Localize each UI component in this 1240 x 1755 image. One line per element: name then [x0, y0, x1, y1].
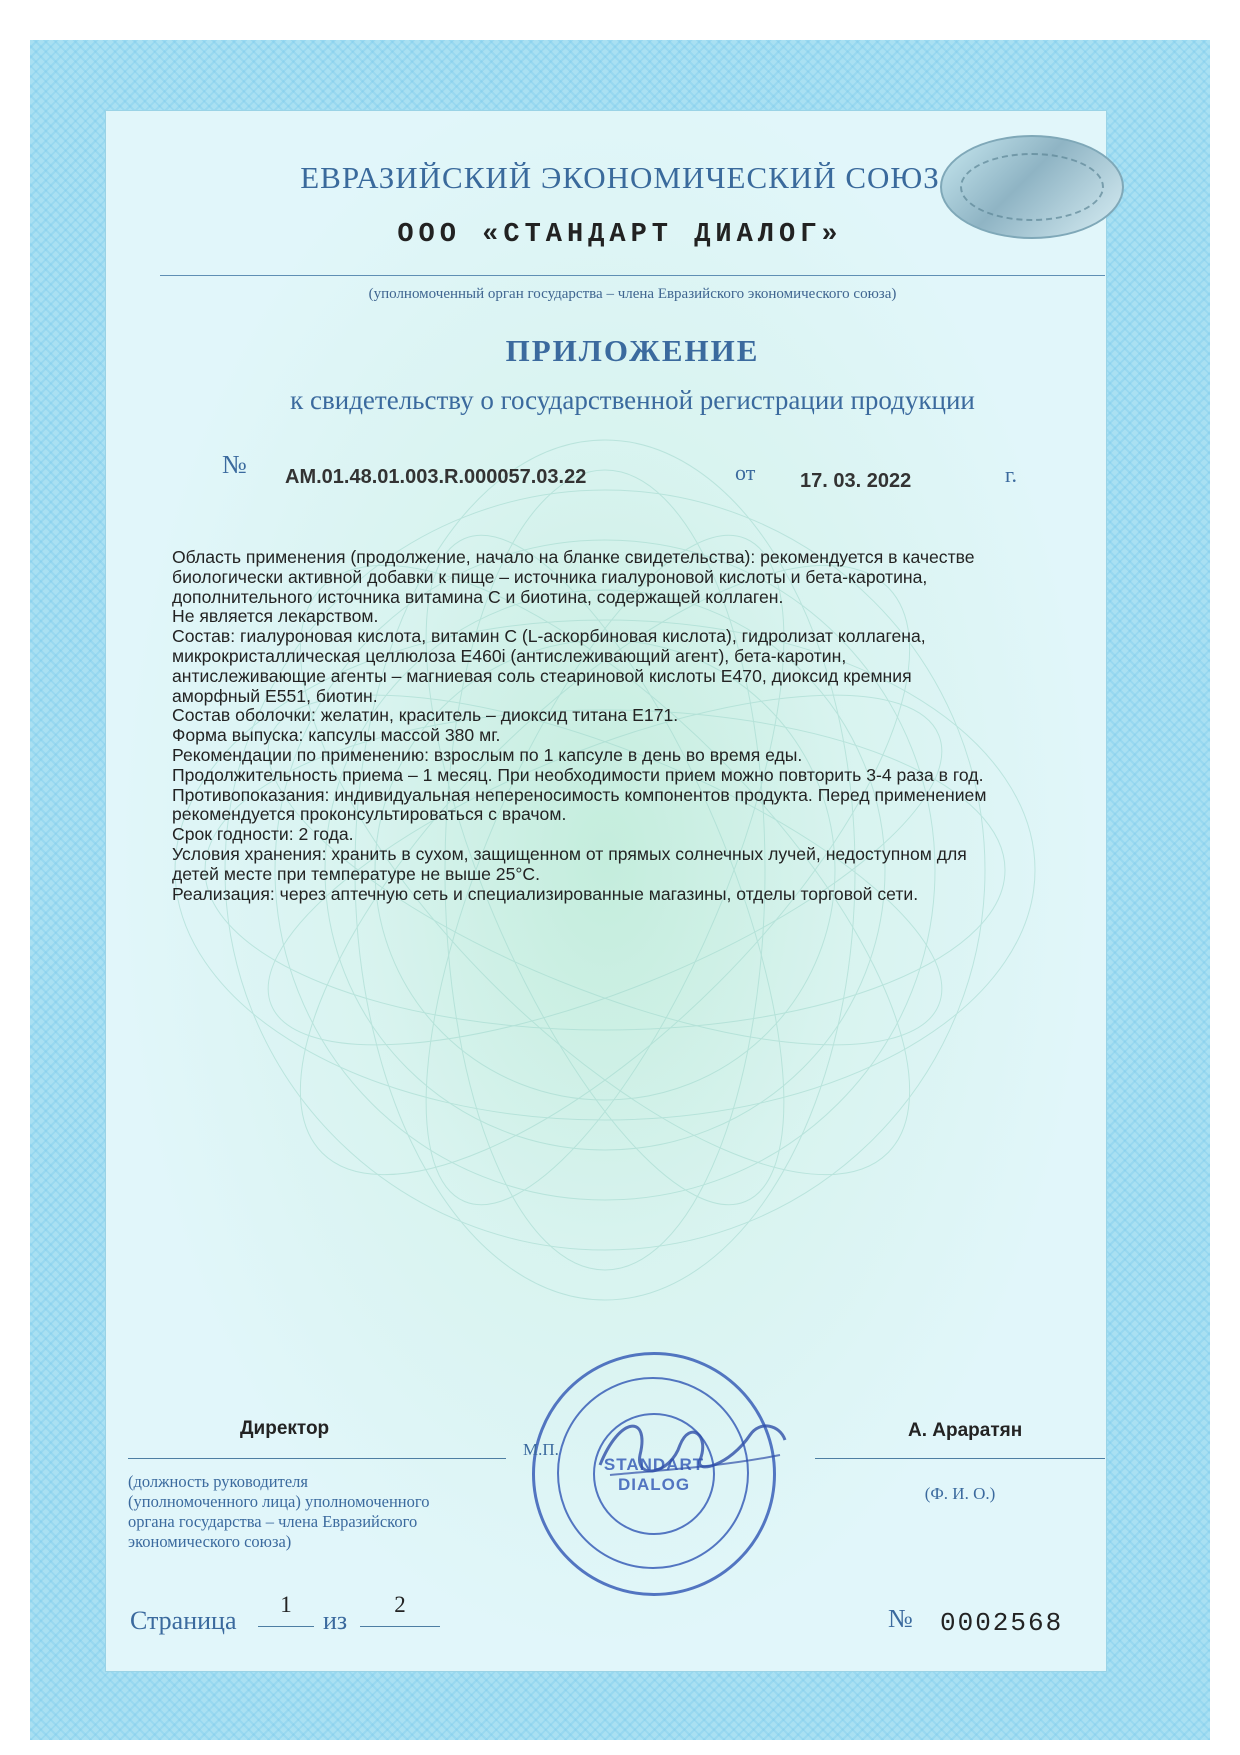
- current-page: 1: [280, 1592, 292, 1617]
- text-line: антислеживающие агенты – магниевая соль стеариновой кислоты Е470, диоксид кремния: [172, 665, 912, 686]
- text-line: Рекомендации по применению: взрослым по 1 капсуле в день во время еды.: [172, 744, 803, 765]
- text-line: Продолжительность приема – 1 месяц. При необходимости прием можно повторить 3-4 раза в год.: [172, 764, 984, 785]
- director-name: А. Араратян: [908, 1420, 1023, 1441]
- page-line: [360, 1626, 440, 1627]
- caption-line: экономического союза): [128, 1532, 292, 1551]
- year-suffix: г.: [1005, 462, 1018, 487]
- text-line: Состав: гиалуроновая кислота, витамин С (L-аскорбиновая кислота), гидролизат коллагена,: [172, 626, 926, 647]
- page-label: Страница: [130, 1606, 237, 1635]
- caption-line: (уполномоченного лица) уполномоченного: [128, 1492, 430, 1511]
- caption-line: органа государства – члена Евразийского: [128, 1512, 418, 1531]
- stamp-place-label: М.П.: [523, 1440, 559, 1459]
- date-label: от: [735, 460, 756, 485]
- signature-line: [128, 1458, 506, 1459]
- text-line: Форма выпуска: капсулы массой 380 мг.: [172, 725, 501, 746]
- text-line: рекомендуется проконсультироваться с врачом.: [172, 804, 567, 825]
- text-line: биологически активной добавки к пище – источника гиалуроновой кислоты и бета-каротина,: [172, 566, 928, 587]
- number-label: №: [222, 450, 247, 479]
- text-line: аморфный Е551, биотин.: [172, 685, 378, 706]
- document-subtitle: к свидетельству о государственной регистрации продукции: [290, 385, 975, 415]
- text-line: Состав оболочки: желатин, краситель – диоксид титана Е171.: [172, 705, 679, 726]
- text-line: детей месте при температуре не выше 25°С.: [172, 863, 540, 884]
- divider: [160, 275, 1105, 276]
- text-line: дополнительного источника витамина С и биотина, содержащей коллаген.: [172, 586, 784, 607]
- text-line: Не является лекарством.: [172, 606, 379, 627]
- of-label: из: [323, 1606, 348, 1635]
- text-line: Противопоказания: индивидуальная непереносимость компонентов продукта. Перед применением: [172, 784, 987, 805]
- name-line: [815, 1458, 1105, 1459]
- signature-mark: [580, 1395, 800, 1505]
- document-title: ПРИЛОЖЕНИЕ: [505, 333, 760, 368]
- total-pages: 2: [394, 1592, 406, 1617]
- caption-line: (должность руководителя: [128, 1472, 308, 1491]
- union-heading: ЕВРАЗИЙСКИЙ ЭКОНОМИЧЕСКИЙ СОЮЗ: [300, 160, 940, 195]
- page-line: [258, 1626, 314, 1627]
- director-caption: [128, 1472, 528, 1552]
- text-line: Область применения (продолжение, начало на бланке свидетельства): рекомендуется в качестве: [172, 547, 975, 567]
- organization-caption: (уполномоченный орган государства – члена Евразийского экономического союза): [368, 286, 897, 302]
- organization-name: ООО «СТАНДАРТ ДИАЛОГ»: [397, 220, 843, 250]
- registration-number: AM.01.48.01.003.R.000057.03.22: [285, 466, 587, 488]
- text-line: Условия хранения: хранить в сухом, защищенном от прямых солнечных лучей, недоступном для: [172, 843, 967, 864]
- text-line: микрокристаллическая целлюлоза Е460i (антислеживающий агент), бета-каротин,: [172, 645, 847, 666]
- serial-number: 0002568: [940, 1608, 1064, 1638]
- product-description: [172, 548, 1112, 904]
- name-caption: (Ф. И. О.): [924, 1484, 996, 1503]
- director-title: Директор: [240, 1418, 330, 1439]
- text-line: Реализация: через аптечную сеть и специализированные магазины, отделы торговой сети.: [172, 883, 919, 904]
- registration-date: 17. 03. 2022: [800, 470, 912, 492]
- serial-label: №: [888, 1604, 913, 1633]
- text-line: Срок годности: 2 года.: [172, 824, 354, 845]
- stamp-text: STANDART DIALOG: [603, 1455, 705, 1494]
